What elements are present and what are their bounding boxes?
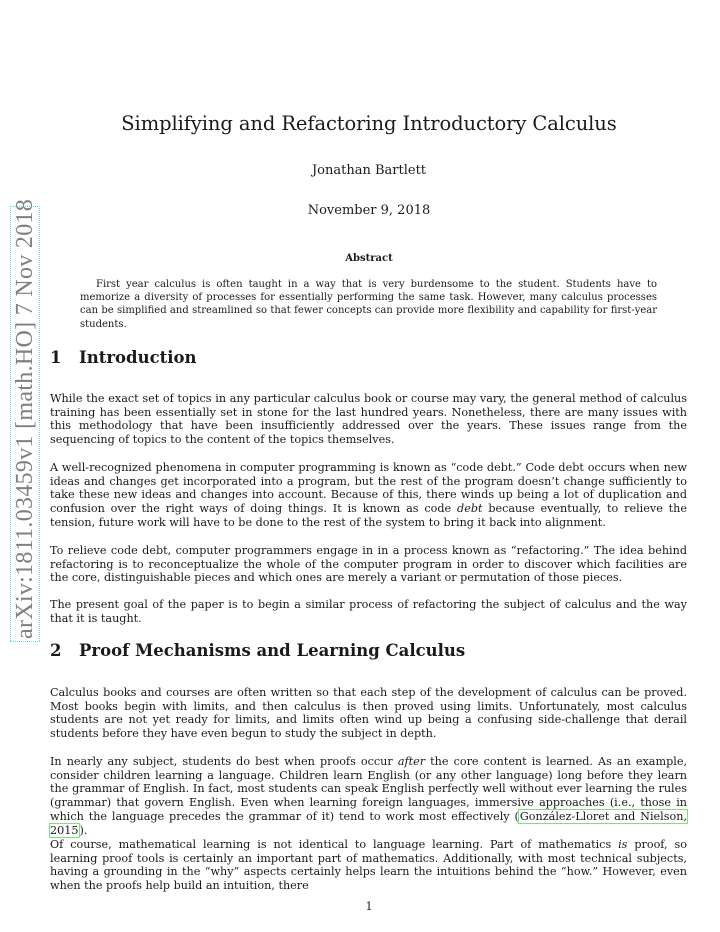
- arxiv-stamp: [10, 198, 40, 642]
- section-title: Proof Mechanisms and Learning Calculus: [79, 641, 466, 660]
- section-heading-proof-mechanisms: [50, 641, 465, 660]
- section-number: 1: [50, 348, 62, 367]
- author-name: Jonathan Bartlett: [311, 163, 427, 178]
- page-number: 1: [365, 900, 373, 913]
- paragraph: A well-recognized phenomena in computer programming is known as “code debt.” Code debt occurs when new ideas and changes get incorporated into a program, but the rest of the program doesn’t change sufficiently to take these new ideas and changes into account. Because of this, there winds up being a lot of duplication and confusion over the right ways of doing things. It is known as code debt because eventually, to relieve the tension, future work will have to be done to the rest of the system to bring it back into alignment.: [50, 461, 687, 529]
- section-heading-introduction: [50, 348, 197, 367]
- emphasis: debt: [457, 502, 483, 516]
- paragraph: Of course, mathematical learning is not identical to language learning. Part of mathematics is proof, so learning proof tools is certainly an important part of mathematics. Additionally, with most technical subjects, having a grounding in the “why” aspects certainly helps learn the intuitions behind the “how.” However, even when the proofs help build an intuition, there: [50, 838, 687, 893]
- section-number: 2: [50, 641, 62, 660]
- emphasis: is: [618, 838, 628, 851]
- paragraph: To relieve code debt, computer programmers engage in in a process known as “refactoring.” The idea behind refactoring is to reconceptualize the whole of the computer program in order to discover which facilities are the core, distinguishable pieces and which ones are merely a variant or permutation of those pieces.: [50, 544, 687, 585]
- paper-date: November 9, 2018: [307, 203, 431, 218]
- paragraph: While the exact set of topics in any particular calculus book or course may vary, the general method of calculus training has been essentially set in stone for the last hundred years. Nonetheless, there are many issues with this methodology that have been insufficiently addressed over the years. These issues range from the sequencing of topics to the content of the topics themselves.: [50, 392, 687, 447]
- arxiv-identifier[interactable]: arXiv:1811.03459v1 [math.HO] 7 Nov 2018: [12, 198, 38, 639]
- paragraph: The present goal of the paper is to begin a similar process of refactoring the subject of calculus and the way that it is taught.: [50, 598, 687, 625]
- paragraph: Calculus books and courses are often written so that each step of the development of calculus can be proved. Most books begin with limits, and then calculus is then proved using limits. Unfortunately, most calculus students are not yet ready for limits, and limits often wind up being a confusing side-challenge that derail students before they have even begun to study the subject in depth.: [50, 686, 687, 741]
- abstract-heading: Abstract: [345, 253, 393, 264]
- emphasis: after: [397, 755, 426, 768]
- abstract-text: First year calculus is often taught in a way that is very burdensome to the student. Students have to memorize a diversity of processes for essentially performing the same task. However, many calculus processes can be simplified and streamlined so that fewer concepts can provide more flexibility and capability for first-year students.: [80, 279, 657, 330]
- paper-title: Simplifying and Refactoring Introductory Calculus: [121, 112, 617, 135]
- citation-link[interactable]: González-Lloret and Nielson, 2015: [50, 809, 687, 837]
- section-title: Introduction: [79, 348, 197, 367]
- paragraph: In nearly any subject, students do best when proofs occur after the core content is learned. As an example, consider children learning a language. Children learn English (or any other language) long before they learn the grammar of English. In fact, most students can speak English perfectly well without ever learning the rules (grammar) that govern English. Even when learning foreign languages, immersive approaches (i.e., those in which the language precedes the grammar of it) tend to work most effectively (González-Lloret and Nielson, 2015).: [50, 755, 687, 837]
